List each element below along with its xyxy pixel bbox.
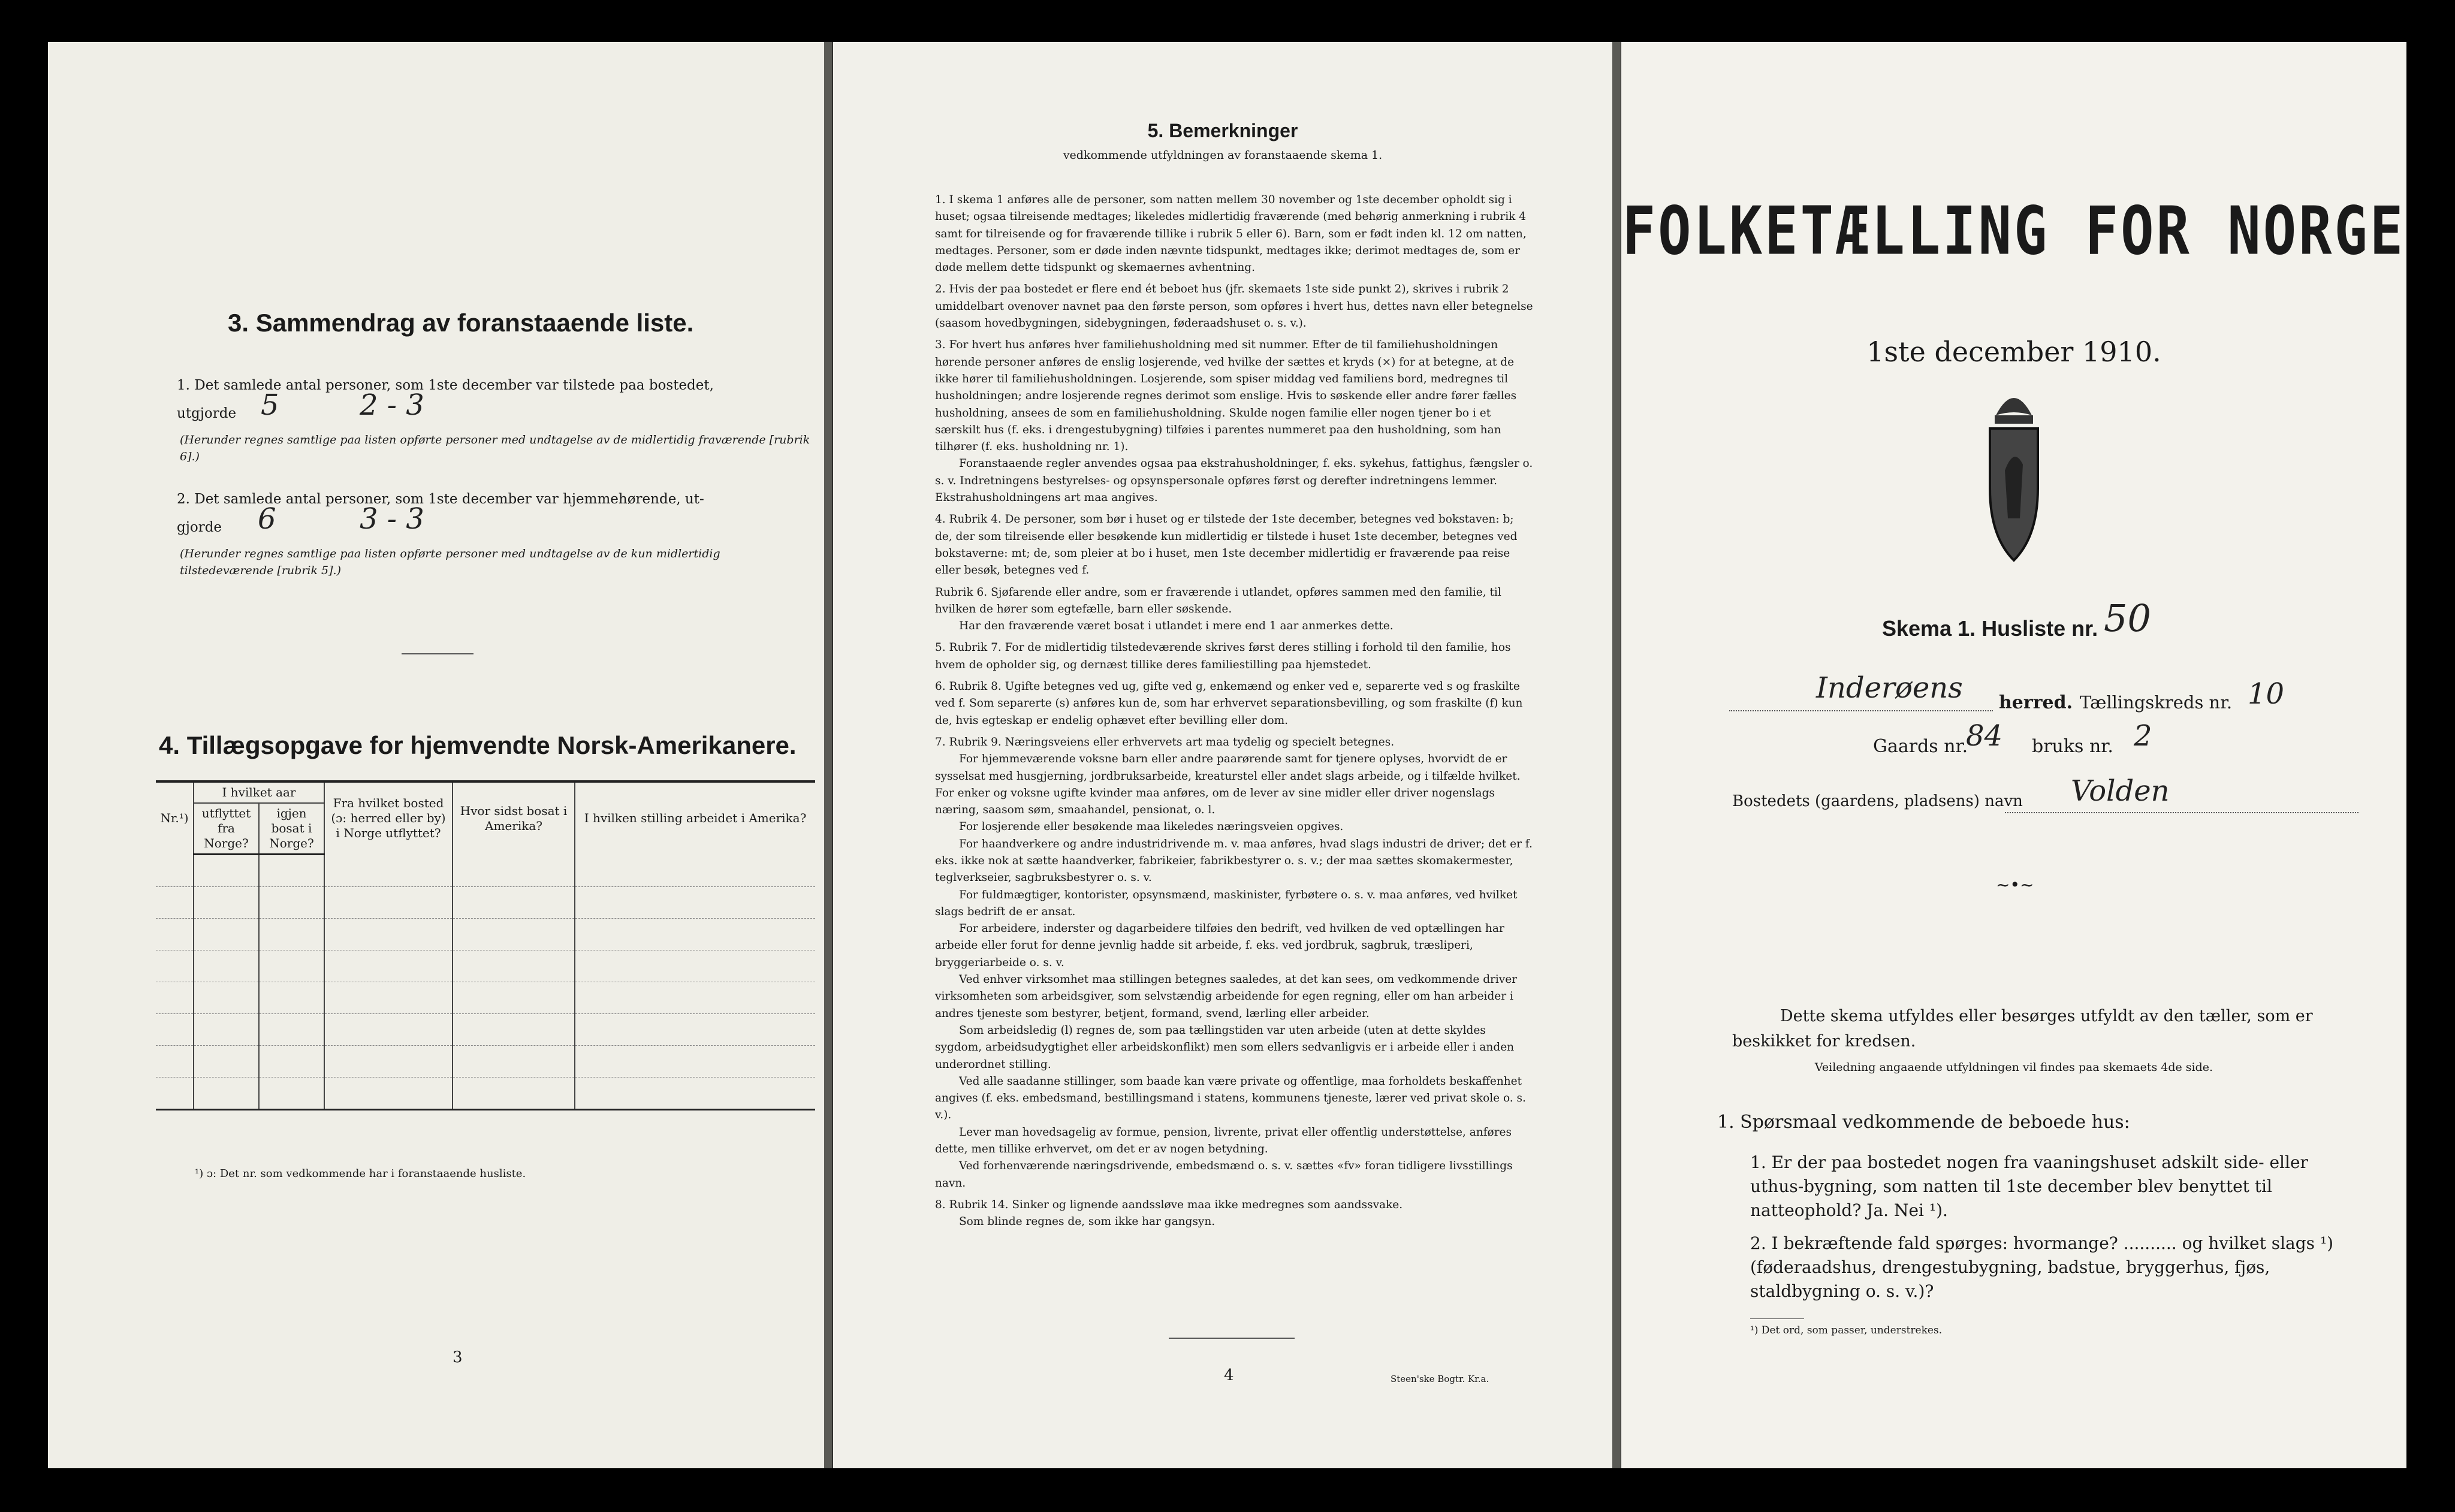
question-1-total-handwritten: 5 bbox=[261, 388, 279, 422]
bosted-handwritten: Volden bbox=[2071, 774, 2170, 808]
remark-7j: Ved forhenværende næringsdrivende, embedsmænd o. s. v. sættes «fv» foran tidligere livsstillings navn. bbox=[935, 1160, 1513, 1190]
gaards-label: Gaards nr. bbox=[1873, 736, 1968, 757]
page-middle bbox=[833, 42, 1612, 1468]
table-row bbox=[156, 1078, 815, 1110]
husliste-nr-handwritten: 50 bbox=[2104, 596, 2151, 640]
intro-text: Dette skema utfyldes eller besørges utfyldt av den tæller, som er beskikket for kredsen. bbox=[1732, 1007, 2313, 1051]
question-1-split-handwritten: 2 - 3 bbox=[360, 388, 424, 422]
kreds-nr-handwritten: 10 bbox=[2248, 677, 2285, 711]
remark-2: 2. Hvis der paa bostedet er flere end ét beboet hus (jfr. skemaets 1ste side punkt 2), skrives i rubrik 2 umiddelbart ovenover navnet paa den første person, som opføres i hvert hus, dettes navn eller betegnelse (saasom hovedbygningen, sidebygningen, føderaadshuset o. s. v.). bbox=[935, 283, 1533, 330]
remark-3: 3. For hvert hus anføres hver familiehusholdning med sit nummer. Efter de til familiehusholdningen hørende personer anføres de enslig losjerende, ved hvilke der sættes et kryds (×) for at betegne, at de ikke hører til familiehusholdningen. Losjerende, som spiser middag ved familiens bord, medregnes til husholdningen; andre losjerende regnes derimot som enslige. Hvis to søskende eller andre fører fælles husholdning, ansees de som en familiehusholdning. Skulde nogen familie eller nogen tjener bo i et særskilt hus (f. eks. i drengestubygning) tilføies i parentes nummeret paa den husholdning, som han tilhører (f. eks. husholdning nr. 1). bbox=[935, 339, 1517, 454]
col-position-america: I hvilken stilling arbeidet i Amerika? bbox=[575, 781, 815, 855]
divider bbox=[1750, 1318, 1804, 1319]
kreds-label: Tællingskreds nr. bbox=[2080, 692, 2233, 713]
bosted-label: Bostedets (gaardens, pladsens) navn bbox=[1732, 792, 2023, 810]
question-1-text: 1. Det samlede antal personer, som 1ste december var tilstede paa bostedet, bbox=[177, 378, 714, 393]
table-row bbox=[156, 950, 815, 982]
question-2-total-handwritten: 6 bbox=[258, 502, 276, 536]
section-5-title: 5. Bemerkninger bbox=[1147, 120, 1298, 141]
section-5-subtitle: vedkommende utfyldningen av foranstaaende skema 1. bbox=[1063, 149, 1383, 162]
section-4-title: 4. Tillægsopgave for hjemvendte Norsk-Amerikanere. bbox=[159, 731, 797, 759]
col-emigrated: utflyttet fra Norge? bbox=[194, 803, 259, 855]
right-footnote: ¹) Det ord, som passer, understrekes. bbox=[1750, 1324, 1943, 1336]
remark-7i: Lever man hovedsagelig av formue, pension, livrente, privat eller offentlig understøttelse, anføres dette, men tillike erhvervet, om det er av nogen betydning. bbox=[935, 1125, 1512, 1156]
bosted-line bbox=[2005, 812, 2359, 813]
page-number-4: 4 bbox=[1224, 1366, 1234, 1384]
bruks-nr-handwritten: 2 bbox=[2134, 719, 2152, 753]
remark-7: 7. Rubrik 9. Næringsveiens eller erhvervets art maa tydelig og specielt betegnes. bbox=[935, 735, 1395, 749]
table-row bbox=[156, 887, 815, 919]
remark-6: 6. Rubrik 8. Ugifte betegnes ved ug, gifte ved g, enkemænd og enker ved e, separerte ved s og fraskilte ved f. Som separerte (s) anføres kun de, som har erhvervet separationsbevilling, og som fraskilte (f) kun de, hvis egteskap er endelig ophævet efter bevilling eller dom. bbox=[935, 680, 1523, 727]
remark-7f: Ved enhver virksomhet maa stillingen betegnes saaledes, at det kan sees, om vedkommende driver virksomheten som arbeidsgiver, som selvstændig arbeidende for egen regning, eller om han arbeider i andres tjeneste som bestyrer, betjent, formand, svend, lærling eller arbeider. bbox=[935, 973, 1518, 1020]
norsk-amerikanere-table bbox=[156, 780, 815, 1110]
col-from-where: Fra hvilket bosted (ɔ: herred eller by) i Norge utflyttet? bbox=[324, 781, 453, 855]
remark-7e: For arbeidere, inderster og dagarbeidere tilføies den bedrift, ved hvilken de ved optællingen har arbeide eller forut for denne jevnlig hadde sit arbeide, f. eks. ved jordbruk, sagbruk, træsliperi, bryggeriarbeide o. s. v. bbox=[935, 922, 1504, 969]
remark-7d: For fuldmægtiger, kontorister, opsynsmænd, maskinister, fyrbøtere o. s. v. maa anføres, ved hvilket slags bedrift de er ansat. bbox=[935, 888, 1518, 918]
col-nr: Nr.¹) bbox=[156, 781, 194, 855]
table-row bbox=[156, 1014, 815, 1046]
page-fold bbox=[824, 42, 833, 1468]
question-2-split-handwritten: 3 - 3 bbox=[360, 502, 424, 536]
col-returned: igjen bosat i Norge? bbox=[259, 803, 324, 855]
ornament-icon: ~•~ bbox=[1996, 875, 2034, 895]
question-2-text: 2. Det samlede antal personer, som 1ste december var hjemmehørende, ut- bbox=[177, 491, 704, 507]
table-row bbox=[156, 982, 815, 1014]
remark-8b: Som blinde regnes de, som ikke har gangsyn. bbox=[959, 1215, 1216, 1229]
remark-4b: Rubrik 6. Sjøfarende eller andre, som er fraværende i utlandet, opføres sammen med den familie, til hvilken de hører som egtefælle, barn eller søskende. bbox=[935, 586, 1501, 615]
question-1-note: (Herunder regnes samtlige paa listen opførte personer med undtagelse av de midlertidig fraværende [rubrik 6].) bbox=[180, 433, 810, 463]
table-row bbox=[156, 1046, 815, 1078]
page-left bbox=[48, 42, 824, 1468]
col-group-year: I hvilket aar bbox=[194, 781, 324, 803]
page-right bbox=[1621, 42, 2406, 1468]
page-fold bbox=[1612, 42, 1621, 1468]
census-date: 1ste december 1910. bbox=[1866, 336, 2161, 368]
house-question-2: 2. I bekræftende fald spørges: hvormange? .......... og hvilket slags ¹) (føderaadshus, drengestubygning, badstue, bryggerhus, fjøs, staldbygning o. s. v.)? bbox=[1750, 1233, 2334, 1301]
questions-heading: 1. Spørsmaal vedkommende de beboede hus: bbox=[1717, 1112, 2130, 1133]
table-row bbox=[156, 855, 815, 887]
coat-of-arms-icon bbox=[1978, 381, 2050, 572]
question-1-prefix: utgjorde bbox=[177, 406, 237, 421]
remark-1: 1. I skema 1 anføres alle de personer, som natten mellem 30 november og 1ste december opholdt sig i huset; ogsaa tilreisende medtages; likeledes midlertidig fraværende (med behørig anmerkning i rubrik 4 samt for tilreisende og for fraværende tillike i rubrik 5 eller 6). Barn, som er født inden kl. 12 om natten, medtages. Personer, som er døde inden nævnte tidspunkt, medtages ikke; derimot medtages de, som er døde mellem dette tidspunkt og skemaernes avhentning. bbox=[935, 194, 1527, 274]
remark-7g: Som arbeidsledig (l) regnes de, som paa tællingstiden var uten arbeide (uten at dette skyldes sygdom, arbeidsudygtighet eller arbeidskonflikt) men som ellers sedvanligvis er i arbeide eller i anden underordnet stilling. bbox=[935, 1024, 1515, 1071]
gaards-nr-handwritten: 84 bbox=[1966, 719, 2003, 753]
section-3-title: 3. Sammendrag av foranstaaende liste. bbox=[228, 309, 694, 337]
remark-7h: Ved alle saadanne stillinger, som baade kan være private og offentlige, maa forholdets beskaffenhet angives (f. eks. embedsmand, bestillingsmand i statens, kommunens tjeneste, lærer ved privat skole o. s. v.). bbox=[935, 1075, 1526, 1122]
herred-handwritten: Inderøens bbox=[1816, 671, 1963, 705]
page-number-3: 3 bbox=[453, 1348, 463, 1366]
remark-7a: For hjemmeværende voksne barn eller andre paarørende samt for tjenere oplyses, hvorvidt de er sysselsat med husgjerning, jordbruksarbeide, kreaturstel eller andet slags arbeide, og i tilfælde hvilket. For enker og voksne ugifte kvinder maa anføres, om de lever av sine midler eller driver nogenslags næring, saasom søm, smaahandel, pensionat, o. l. bbox=[935, 753, 1521, 817]
remark-8: 8. Rubrik 14. Sinker og lignende aandssløve maa ikke medregnes som aandssvake. bbox=[935, 1198, 1403, 1211]
question-2-prefix: gjorde bbox=[177, 520, 222, 535]
divider bbox=[1169, 1338, 1295, 1339]
question-2-note: (Herunder regnes samtlige paa listen opførte personer med undtagelse av de kun midlertidig tilstedeværende [rubrik 5].) bbox=[180, 547, 720, 577]
skema-label: Skema 1. Husliste nr. bbox=[1882, 616, 2098, 641]
remark-3b: Foranstaaende regler anvendes ogsaa paa ekstrahusholdninger, f. eks. sykehus, fattighus, fængsler o. s. v. Indretningens bestyrelses- og opsynspersonale opføres først og derefter indretningens lemmer. Ekstrahusholdningens art maa angives. bbox=[935, 457, 1533, 505]
divider bbox=[402, 653, 473, 654]
main-title: FOLKETÆLLING FOR NORGE bbox=[1622, 192, 2406, 270]
table-footnote: ¹) ɔ: Det nr. som vedkommende har i foranstaaende husliste. bbox=[195, 1167, 526, 1180]
table-row bbox=[156, 919, 815, 950]
remark-4: 4. Rubrik 4. De personer, som bør i huset og er tilstede der 1ste december, betegnes ved bokstaven: b; de, der som tilreisende eller besøkende kun midlertidig er tilstede i huset 1ste december, betegnes ved bokstaverne: mt; de, som pleier at bo i huset, men 1ste december midlertidig er fraværende paa reise eller besøk, betegnes ved f. bbox=[935, 513, 1518, 577]
remark-4c: Har den fraværende været bosat i utlandet i mere end 1 aar anmerkes dette. bbox=[959, 620, 1394, 633]
col-last-america: Hvor sidst bosat i Amerika? bbox=[453, 781, 575, 855]
remark-5: 5. Rubrik 7. For de midlertidig tilstedeværende skrives først deres stilling i forhold til den familie, hos hvem de opholder sig, og dernæst tillike deres familiestilling paa hjemstedet. bbox=[935, 641, 1511, 671]
remark-7b: For losjerende eller besøkende maa likeledes næringsveien opgives. bbox=[959, 820, 1344, 834]
bruks-label: bruks nr. bbox=[2032, 736, 2113, 757]
remarks-list bbox=[935, 192, 1534, 1231]
printer-mark: Steen'ske Bogtr. Kr.a. bbox=[1391, 1374, 1489, 1384]
intro-small: Veiledning angaaende utfyldningen vil findes paa skemaets 4de side. bbox=[1814, 1061, 2213, 1074]
herred-label: herred. bbox=[1999, 692, 2073, 713]
remark-7c: For haandverkere og andre industridrivende m. v. maa anføres, hvad slags industri de driver; det er f. eks. ikke nok at sætte haandverker, fabrikeier, fabrikbestyrer o. s. v.; der maa sættes skomakermester, teglverkseier, sagbruksbestyrer o. s. v. bbox=[935, 837, 1533, 885]
house-question-1: 1. Er der paa bostedet nogen fra vaaningshuset adskilt side- eller uthus-bygning, som natten til 1ste december blev benyttet til natteophold? Ja. Nei ¹). bbox=[1750, 1152, 2308, 1220]
